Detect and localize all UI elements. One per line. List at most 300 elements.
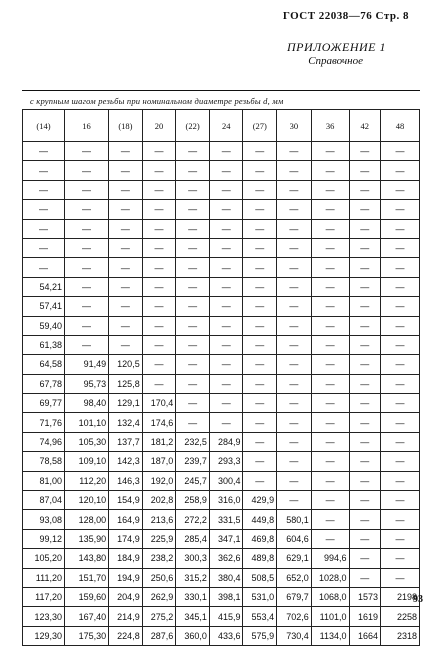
table-row <box>23 219 420 238</box>
table-cell: — <box>381 180 420 199</box>
table-cell: 184,9 <box>109 549 143 568</box>
table-cell: — <box>381 200 420 219</box>
table-cell: — <box>65 200 109 219</box>
table-cell: — <box>277 297 312 316</box>
table-cell: — <box>349 316 381 335</box>
table-cell: — <box>381 238 420 257</box>
table-cell: 272,2 <box>176 510 210 529</box>
column-header: (27) <box>243 110 277 142</box>
table-body <box>23 142 420 646</box>
table-cell: — <box>349 355 381 374</box>
table-cell: 2318 <box>381 626 420 645</box>
table-cell: — <box>277 394 312 413</box>
table-cell: 2198 <box>381 587 420 606</box>
table-cell: 109,10 <box>65 452 109 471</box>
table-cell: 575,9 <box>243 626 277 645</box>
table-cell: 181,2 <box>142 432 176 451</box>
table-cell: — <box>142 258 176 277</box>
table-cell: 315,2 <box>176 568 210 587</box>
table-cell: 93,08 <box>23 510 65 529</box>
table-cell: — <box>243 471 277 490</box>
table-cell: — <box>381 529 420 548</box>
table-cell: 164,9 <box>109 510 143 529</box>
table-cell: — <box>349 142 381 161</box>
table-cell: — <box>311 394 349 413</box>
table-cell: 78,58 <box>23 452 65 471</box>
table-cell: — <box>349 238 381 257</box>
table-cell: 159,60 <box>65 587 109 606</box>
table-cell: — <box>381 161 420 180</box>
table-cell: — <box>311 161 349 180</box>
table-row <box>23 568 420 587</box>
table-cell: — <box>243 432 277 451</box>
table-cell: — <box>243 142 277 161</box>
table-cell: — <box>349 510 381 529</box>
table-cell: 99,12 <box>23 529 65 548</box>
table-cell: 300,4 <box>209 471 243 490</box>
table-cell: — <box>349 200 381 219</box>
table-row <box>23 549 420 568</box>
document-header: ГОСТ 22038—76 Стр. 8 <box>282 10 409 22</box>
table-cell: — <box>109 238 143 257</box>
table-cell: — <box>142 316 176 335</box>
table-cell: — <box>277 238 312 257</box>
table-cell: 54,21 <box>23 277 65 296</box>
table-cell: 69,77 <box>23 394 65 413</box>
table-cell: — <box>65 180 109 199</box>
table-cell: — <box>142 238 176 257</box>
table-cell: 132,4 <box>109 413 143 432</box>
table-cell: — <box>311 355 349 374</box>
table-cell: — <box>109 335 143 354</box>
table-cell: 284,9 <box>209 432 243 451</box>
table-cell: — <box>65 277 109 296</box>
appendix-title: ПРИЛОЖЕНИЕ 1 <box>287 40 386 54</box>
table-cell: — <box>277 161 312 180</box>
table-cell: — <box>311 413 349 432</box>
table-row <box>23 316 420 335</box>
table-cell: — <box>209 335 243 354</box>
table-cell: — <box>142 142 176 161</box>
table-cell: — <box>209 277 243 296</box>
table-row <box>23 587 420 606</box>
table-cell: — <box>176 335 210 354</box>
table-cell: — <box>176 142 210 161</box>
table-cell: 213,6 <box>142 510 176 529</box>
table-cell: 151,70 <box>65 568 109 587</box>
table-cell: — <box>349 335 381 354</box>
table-cell: — <box>349 180 381 199</box>
table-cell: — <box>243 413 277 432</box>
table-cell: 224,8 <box>109 626 143 645</box>
table-cell: — <box>209 238 243 257</box>
table-cell: 120,10 <box>65 491 109 510</box>
table-cell: — <box>381 413 420 432</box>
column-header: (22) <box>176 110 210 142</box>
table-cell: 1664 <box>349 626 381 645</box>
table-cell: — <box>176 413 210 432</box>
table-row <box>23 529 420 548</box>
table-cell: — <box>176 180 210 199</box>
table-cell: — <box>243 180 277 199</box>
table-cell: — <box>209 142 243 161</box>
table-cell: — <box>109 200 143 219</box>
table-cell: — <box>381 549 420 568</box>
table-cell: — <box>243 374 277 393</box>
table-cell: — <box>142 335 176 354</box>
table-cell: 135,90 <box>65 529 109 548</box>
table-cell: — <box>176 219 210 238</box>
table-cell: 120,5 <box>109 355 143 374</box>
table-cell: — <box>311 452 349 471</box>
table-cell: — <box>65 161 109 180</box>
table-cell: — <box>349 452 381 471</box>
table-row <box>23 142 420 161</box>
table-row <box>23 335 420 354</box>
table-cell: — <box>277 471 312 490</box>
table-cell: 81,00 <box>23 471 65 490</box>
table-cell: — <box>142 297 176 316</box>
table-cell: — <box>349 297 381 316</box>
table-cell: 702,6 <box>277 607 312 626</box>
table-cell: 362,6 <box>209 549 243 568</box>
table-cell: — <box>243 219 277 238</box>
table-cell: 347,1 <box>209 529 243 548</box>
table-cell: — <box>311 529 349 548</box>
table-cell: — <box>176 161 210 180</box>
table-cell: — <box>311 258 349 277</box>
table-cell: 245,7 <box>176 471 210 490</box>
table-cell: — <box>65 316 109 335</box>
column-header: (14) <box>23 110 65 142</box>
table-cell: — <box>277 432 312 451</box>
column-header: 24 <box>209 110 243 142</box>
table-row <box>23 355 420 374</box>
table-row <box>23 413 420 432</box>
table-cell: 489,8 <box>243 549 277 568</box>
table-cell: — <box>277 200 312 219</box>
table-cell: — <box>277 180 312 199</box>
table-cell: — <box>243 394 277 413</box>
table-cell: 59,40 <box>23 316 65 335</box>
table-cell: 91,49 <box>65 355 109 374</box>
table-cell: — <box>381 277 420 296</box>
table-cell: — <box>349 219 381 238</box>
table-cell: — <box>277 491 312 510</box>
table-cell: — <box>65 258 109 277</box>
table-row <box>23 238 420 257</box>
table-cell: 287,6 <box>142 626 176 645</box>
table-cell: — <box>349 491 381 510</box>
table-cell: — <box>109 316 143 335</box>
table-cell: — <box>277 142 312 161</box>
table-cell: — <box>277 258 312 277</box>
table-row <box>23 471 420 490</box>
table-cell: — <box>311 200 349 219</box>
table-row <box>23 452 420 471</box>
table-cell: — <box>109 297 143 316</box>
table-row <box>23 374 420 393</box>
table-cell: — <box>311 180 349 199</box>
table-cell: — <box>176 297 210 316</box>
table-cell: — <box>209 394 243 413</box>
table-cell: — <box>277 316 312 335</box>
table-row <box>23 626 420 645</box>
table-cell: 553,4 <box>243 607 277 626</box>
table-cell: — <box>209 258 243 277</box>
table-cell: — <box>65 238 109 257</box>
table-cell: — <box>277 452 312 471</box>
table-cell: 105,20 <box>23 549 65 568</box>
column-header: 36 <box>311 110 349 142</box>
table-cell: 1134,0 <box>311 626 349 645</box>
table-cell: 604,6 <box>277 529 312 548</box>
table-cell: — <box>349 568 381 587</box>
table-cell: 285,4 <box>176 529 210 548</box>
table-cell: — <box>311 297 349 316</box>
table-cell: 262,9 <box>142 587 176 606</box>
table-cell: 105,30 <box>65 432 109 451</box>
table-cell: — <box>349 394 381 413</box>
table-cell: 146,3 <box>109 471 143 490</box>
table-cell: — <box>381 355 420 374</box>
table-cell: — <box>23 142 65 161</box>
table-cell: 331,5 <box>209 510 243 529</box>
table-cell: — <box>176 200 210 219</box>
table-cell: 1101,0 <box>311 607 349 626</box>
column-header: 20 <box>142 110 176 142</box>
table-cell: — <box>349 549 381 568</box>
table-cell: — <box>23 200 65 219</box>
table-cell: — <box>243 161 277 180</box>
table-cell: 111,20 <box>23 568 65 587</box>
table-cell: — <box>349 374 381 393</box>
table-cell: 117,20 <box>23 587 65 606</box>
table-cell: 531,0 <box>243 587 277 606</box>
table-cell: — <box>176 394 210 413</box>
table-cell: — <box>311 219 349 238</box>
table-cell: 469,8 <box>243 529 277 548</box>
table-cell: — <box>109 180 143 199</box>
table-cell: 580,1 <box>277 510 312 529</box>
data-table <box>22 109 420 646</box>
table-cell: — <box>142 374 176 393</box>
table-cell: — <box>311 374 349 393</box>
table-cell: — <box>381 316 420 335</box>
table-row <box>23 277 420 296</box>
table-cell: 994,6 <box>311 549 349 568</box>
table-cell: 129,30 <box>23 626 65 645</box>
table-cell: — <box>65 335 109 354</box>
table-cell: 258,9 <box>176 491 210 510</box>
table-cell: — <box>311 238 349 257</box>
table-cell: — <box>142 219 176 238</box>
appendix-subtitle: Справочное <box>308 55 363 67</box>
table-cell: — <box>176 316 210 335</box>
table-row <box>23 297 420 316</box>
table-cell: — <box>209 297 243 316</box>
column-header: 30 <box>277 110 312 142</box>
table-cell: — <box>243 258 277 277</box>
table-cell: — <box>349 277 381 296</box>
table-row <box>23 491 420 510</box>
table-cell: — <box>243 335 277 354</box>
table-cell: — <box>381 335 420 354</box>
table-cell: — <box>65 142 109 161</box>
table-cell: — <box>311 471 349 490</box>
table-cell: — <box>23 258 65 277</box>
table-row <box>23 607 420 626</box>
table-cell: 167,40 <box>65 607 109 626</box>
table-cell: 128,00 <box>65 510 109 529</box>
table-cell: — <box>381 258 420 277</box>
table-row <box>23 200 420 219</box>
column-header: 16 <box>65 110 109 142</box>
table-cell: 225,9 <box>142 529 176 548</box>
table-row <box>23 180 420 199</box>
table-cell: 175,30 <box>65 626 109 645</box>
table-cell: — <box>23 161 65 180</box>
table-cell: 232,5 <box>176 432 210 451</box>
table-cell: — <box>311 491 349 510</box>
table-cell: — <box>277 277 312 296</box>
table-cell: — <box>243 316 277 335</box>
table-cell: 202,8 <box>142 491 176 510</box>
table-cell: 204,9 <box>109 587 143 606</box>
table-cell: — <box>109 142 143 161</box>
table-cell: — <box>311 316 349 335</box>
table-cell: — <box>349 258 381 277</box>
table-cell: 123,30 <box>23 607 65 626</box>
table-cell: — <box>381 297 420 316</box>
table-cell: 64,58 <box>23 355 65 374</box>
table-cell: — <box>243 452 277 471</box>
table-cell: — <box>142 180 176 199</box>
table-cell: 174,9 <box>109 529 143 548</box>
table-cell: 143,80 <box>65 549 109 568</box>
table-cell: 433,6 <box>209 626 243 645</box>
table-cell: — <box>277 374 312 393</box>
table-cell: 679,7 <box>277 587 312 606</box>
table-row <box>23 258 420 277</box>
table-cell: — <box>142 355 176 374</box>
table-cell: 112,20 <box>65 471 109 490</box>
table-cell: — <box>176 238 210 257</box>
table-cell: 508,5 <box>243 568 277 587</box>
table-cell: — <box>311 335 349 354</box>
table-cell: — <box>142 277 176 296</box>
table-cell: — <box>23 219 65 238</box>
table-cell: — <box>311 432 349 451</box>
column-header: (18) <box>109 110 143 142</box>
table-cell: 316,0 <box>209 491 243 510</box>
table-cell: 187,0 <box>142 452 176 471</box>
table-cell: — <box>381 491 420 510</box>
table-cell: — <box>381 219 420 238</box>
table-cell: 239,7 <box>176 452 210 471</box>
table-cell: 629,1 <box>277 549 312 568</box>
table-cell: — <box>209 355 243 374</box>
column-header: 42 <box>349 110 381 142</box>
table-cell: — <box>277 219 312 238</box>
table-cell: 415,9 <box>209 607 243 626</box>
table-cell: — <box>176 374 210 393</box>
table-cell: 74,96 <box>23 432 65 451</box>
table-cell: 449,8 <box>243 510 277 529</box>
table-cell: 1619 <box>349 607 381 626</box>
table-cell: 652,0 <box>277 568 312 587</box>
table-cell: 429,9 <box>243 491 277 510</box>
table-cell: — <box>349 432 381 451</box>
table-cell: — <box>209 413 243 432</box>
table-cell: — <box>209 374 243 393</box>
table-cell: 345,1 <box>176 607 210 626</box>
table-cell: 214,9 <box>109 607 143 626</box>
table-cell: — <box>349 413 381 432</box>
table-cell: 250,6 <box>142 568 176 587</box>
table-row <box>23 432 420 451</box>
table-cell: 380,4 <box>209 568 243 587</box>
table-cell: 71,76 <box>23 413 65 432</box>
table-top-rule <box>22 90 420 91</box>
table-cell: 238,2 <box>142 549 176 568</box>
table-cell: — <box>243 200 277 219</box>
column-header: 48 <box>381 110 420 142</box>
table-cell: — <box>349 529 381 548</box>
table-cell: — <box>381 568 420 587</box>
table-cell: — <box>142 200 176 219</box>
table-cell: — <box>381 394 420 413</box>
table-cell: — <box>277 413 312 432</box>
table-cell: — <box>311 277 349 296</box>
table-cell: — <box>277 355 312 374</box>
table-cell: — <box>209 316 243 335</box>
table-cell: — <box>176 258 210 277</box>
table-cell: — <box>109 277 143 296</box>
table-cell: — <box>142 161 176 180</box>
table-cell: 57,41 <box>23 297 65 316</box>
table-cell: — <box>381 374 420 393</box>
table-cell: — <box>243 355 277 374</box>
table-cell: — <box>311 510 349 529</box>
table-cell: — <box>277 335 312 354</box>
table-cell: 360,0 <box>176 626 210 645</box>
table-cell: 1068,0 <box>311 587 349 606</box>
table-cell: 129,1 <box>109 394 143 413</box>
table-cell: — <box>349 161 381 180</box>
table-cell: — <box>381 432 420 451</box>
table-row <box>23 394 420 413</box>
table-cell: — <box>23 180 65 199</box>
table-cell: 87,04 <box>23 491 65 510</box>
table-cell: 330,1 <box>176 587 210 606</box>
table-cell: — <box>209 219 243 238</box>
table-cell: 194,9 <box>109 568 143 587</box>
table-cell: 101,10 <box>65 413 109 432</box>
table-cell: — <box>349 471 381 490</box>
table-cell: 61,38 <box>23 335 65 354</box>
table-cell: — <box>381 471 420 490</box>
table-cell: 293,3 <box>209 452 243 471</box>
table-cell: — <box>243 238 277 257</box>
table-cell: — <box>381 452 420 471</box>
table-cell: 125,8 <box>109 374 143 393</box>
table-cell: 1028,0 <box>311 568 349 587</box>
table-caption: с крупным шагом резьбы при номинальном диаметре резьбы d, мм <box>30 96 284 106</box>
table-cell: 95,73 <box>65 374 109 393</box>
table-cell: — <box>109 258 143 277</box>
table-cell: 275,2 <box>142 607 176 626</box>
